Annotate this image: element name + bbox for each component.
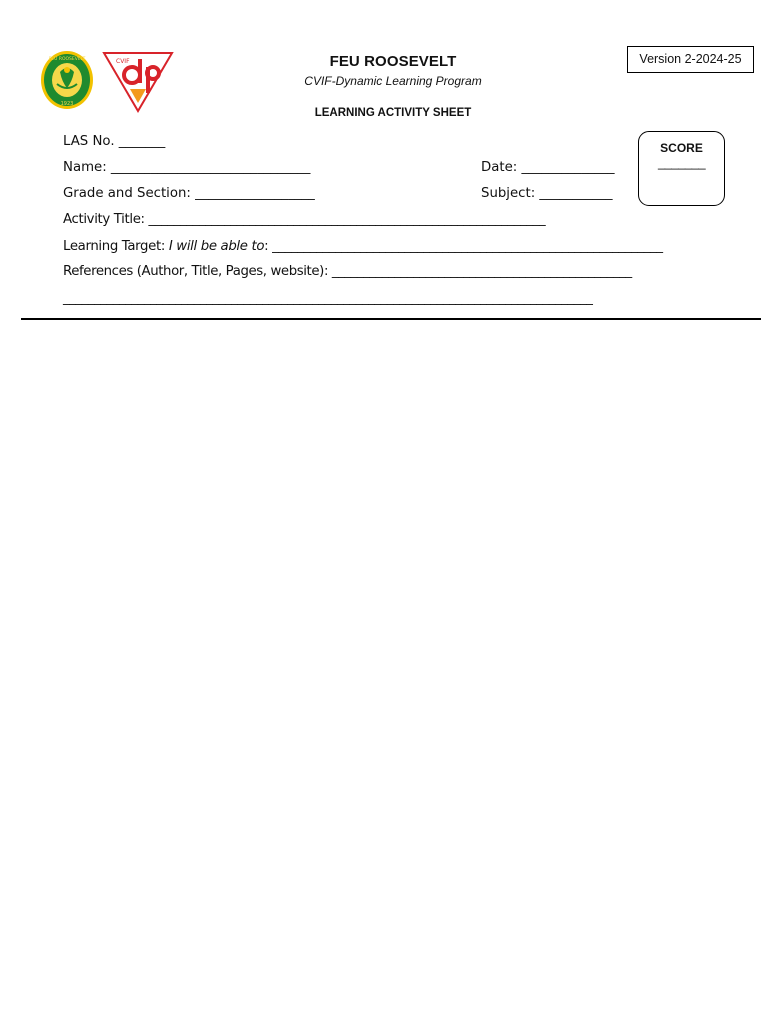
activity-title-field[interactable]: Activity Title: _______________________________________________________________ [63, 212, 546, 227]
date-field[interactable]: Date: ______________ [481, 160, 615, 175]
sheet-title: LEARNING ACTIVITY SHEET [314, 107, 472, 119]
extra-blank-line[interactable]: _____________________________________________________________________________________ [63, 291, 593, 306]
header-divider [21, 318, 761, 320]
name-field[interactable]: Name: ______________________________ [63, 160, 311, 175]
references-field[interactable]: References (Author, Title, Pages, website): ________________________________________________ [63, 264, 632, 279]
learning-target-label: Learning Target: [63, 239, 169, 254]
score-box [638, 131, 725, 206]
learning-target-field[interactable] [63, 238, 663, 256]
svg-text:CVIF: CVIF [116, 58, 130, 65]
svg-text:FEU ROOSEVELT: FEU ROOSEVELT [48, 57, 86, 62]
school-name: FEU ROOSEVELT [329, 53, 457, 70]
grade-section-field[interactable]: Grade and Section: __________________ [63, 186, 315, 201]
svg-text:1923: 1923 [60, 101, 74, 107]
score-blank[interactable]: _______ [657, 155, 706, 170]
subject-field[interactable]: Subject: ___________ [481, 186, 613, 201]
score-label: SCORE [660, 141, 703, 155]
las-no-field[interactable]: LAS No. _______ [63, 134, 166, 149]
version-label: Version 2-2024-25 [639, 52, 742, 66]
learning-target-blank: : ______________________________________________________________ [264, 239, 663, 254]
version-box [627, 46, 754, 73]
learning-target-italic: I will be able to [168, 239, 265, 254]
program-name: CVIF-Dynamic Learning Program [304, 74, 482, 88]
